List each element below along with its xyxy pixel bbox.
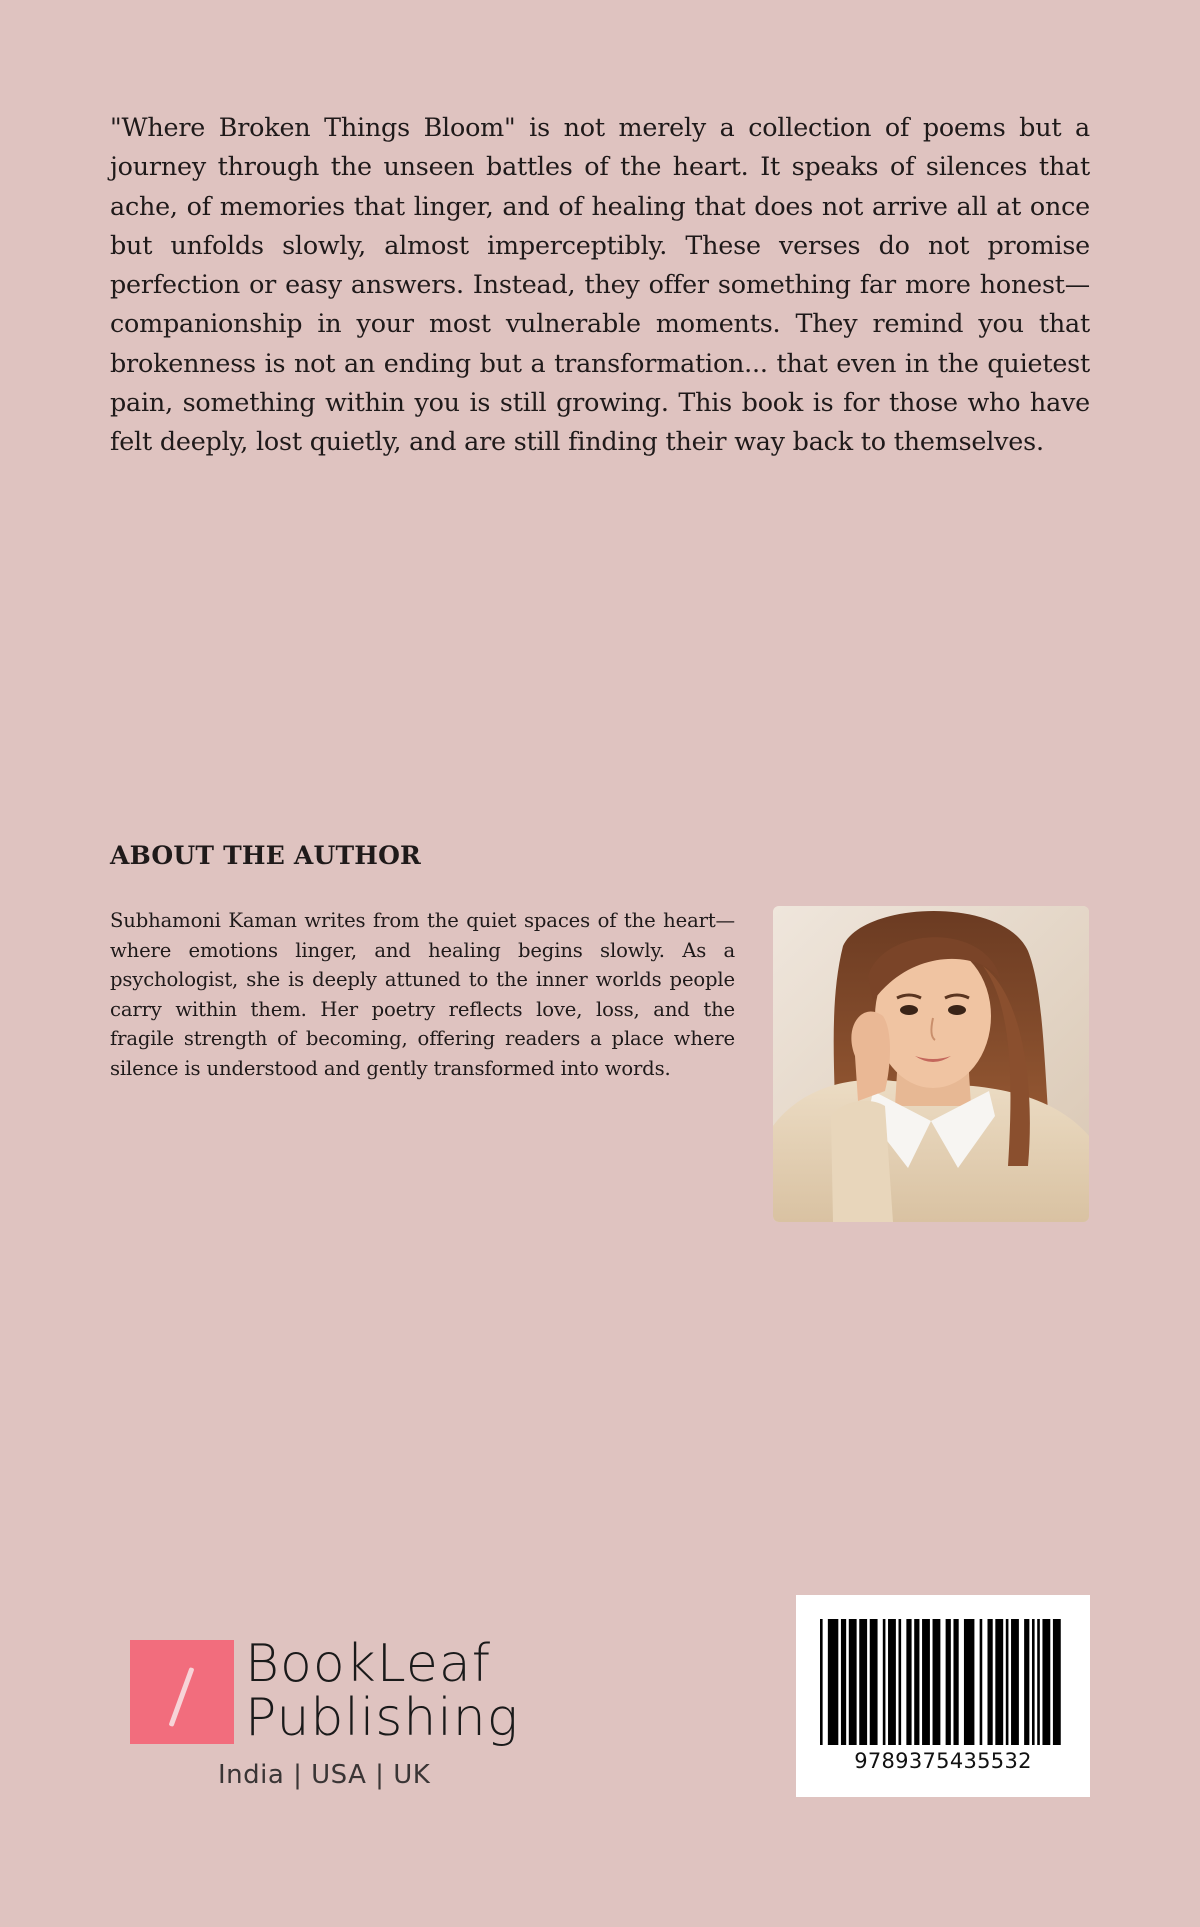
slash-icon — [169, 1667, 195, 1727]
barcode-bar — [995, 1619, 1003, 1745]
barcode-bar — [820, 1619, 823, 1745]
about-author-heading: ABOUT THE AUTHOR — [110, 841, 422, 870]
barcode-bar — [888, 1619, 896, 1745]
barcode-bar — [828, 1619, 838, 1745]
publisher-logo — [130, 1636, 550, 1796]
barcode-bar — [1011, 1619, 1019, 1745]
barcode-bar — [906, 1619, 911, 1745]
barcode-bar — [980, 1619, 983, 1745]
book-blurb: "Where Broken Things Bloom" is not merely a collection of poems but a journey through the unseen battles of the heart. It speaks of silences that ache, of memories that linger, and of healing that does not arrive all at once but unfolds slowly, almost imperceptibly. These verses do not promise perfection or easy answers. Instead, they offer something far more honest—companionship in your most vulnerable moments. They remind you that brokenness is not an ending but a transformation... that even in the quietest pain, something within you is still growing. This book is for those who have felt deeply, lost quietly, and are still finding their way back to themselves. — [110, 112, 1090, 457]
barcode-bar — [859, 1619, 867, 1745]
isbn-barcode — [796, 1595, 1090, 1797]
barcode-bar — [899, 1619, 902, 1745]
publisher-name-line2: Publishing — [245, 1688, 519, 1748]
barcode-bar — [1006, 1619, 1009, 1745]
barcode-bar — [841, 1619, 846, 1745]
barcode-bar — [922, 1619, 930, 1745]
barcode-bar — [1032, 1619, 1035, 1745]
isbn-number: 9789375435532 — [854, 1749, 1032, 1773]
publisher-name-line1: BookLeaf — [245, 1634, 492, 1694]
barcode-bar — [1053, 1619, 1061, 1745]
barcode-bar — [1042, 1619, 1050, 1745]
barcode-bar — [870, 1619, 878, 1745]
barcode-bar — [1024, 1619, 1029, 1745]
barcode-icon — [820, 1619, 1066, 1745]
barcode-bar — [1037, 1619, 1040, 1745]
barcode-bar — [953, 1619, 958, 1745]
barcode-bar — [914, 1619, 919, 1745]
barcode-bar — [946, 1619, 951, 1745]
barcode-bar — [987, 1619, 992, 1745]
barcode-bar — [883, 1619, 886, 1745]
publisher-regions: India | USA | UK — [218, 1760, 431, 1790]
author-photo — [773, 906, 1089, 1222]
barcode-bar — [964, 1619, 974, 1745]
barcode-bar — [933, 1619, 941, 1745]
barcode-bar — [849, 1619, 857, 1745]
author-bio: Subhamoni Kaman writes from the quiet spaces of the heart—where emotions linger, and healing begins slowly. As a psychologist, she is deeply attuned to the inner worlds people carry within them. Her poetry reflects love, loss, and the fragile strength of becoming, offering readers a place where silence is understood and gently transformed into words. — [110, 909, 735, 1080]
author-portrait-icon — [773, 906, 1089, 1222]
publisher-logo-mark — [130, 1640, 234, 1744]
